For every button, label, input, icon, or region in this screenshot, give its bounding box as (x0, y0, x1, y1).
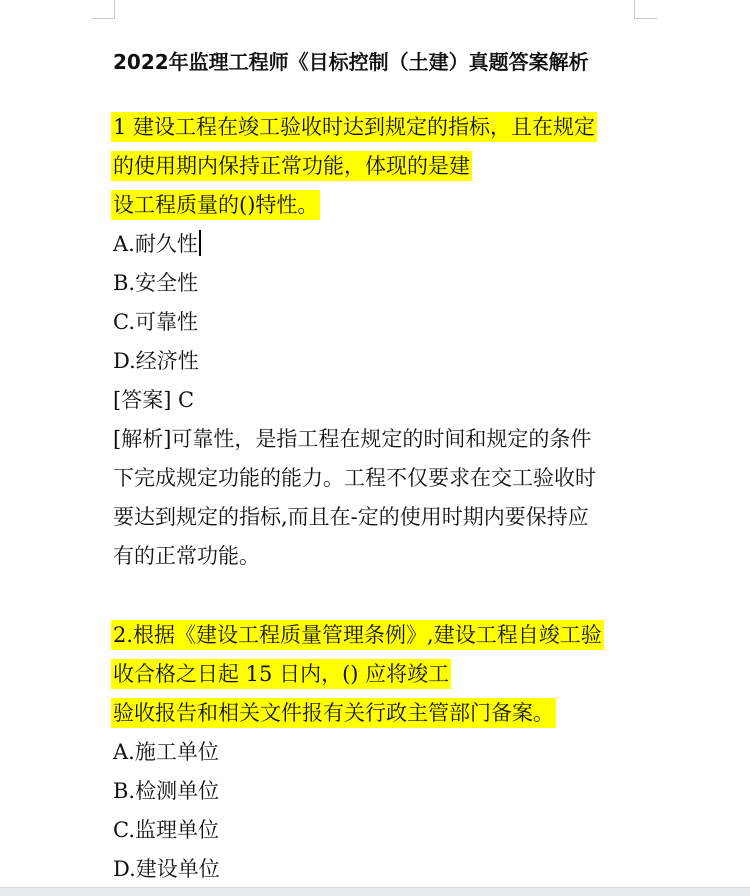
q2-stem-line-1 (113, 620, 604, 650)
q1-option-c: C.可靠性 (113, 310, 198, 334)
q1-analysis-line-4: 有的正常功能。 (113, 544, 260, 568)
q2-stem-line-2 (113, 659, 451, 689)
q2-option-a: A.施工单位 (113, 740, 219, 764)
q2-option-c: C.监理单位 (113, 818, 219, 842)
q2-stem-highlight: 收合格之日起 15 日内，() 应将竣工 (111, 659, 451, 689)
q1-option-a-text: A.耐久性 (113, 232, 198, 256)
q2-stem-highlight: 验收报告和相关文件报有关行政主管部门备案。 (111, 698, 556, 728)
q1-option-d: D.经济性 (113, 349, 199, 373)
page-margin-corner-right (634, 0, 657, 19)
q1-analysis-line-2: 下完成规定功能的能力。工程不仅要求在交工验收时 (113, 466, 596, 490)
q2-option-b: B.检测单位 (113, 779, 220, 803)
q1-stem-line-2 (113, 151, 472, 181)
q1-stem-highlight: 的使用期内保持正常功能，体现的是建 (111, 151, 472, 181)
q2-stem-line-3 (113, 698, 556, 728)
document-title: 2022年监理工程师《目标控制（土建）真题答案解析 (113, 50, 589, 74)
q1-stem-highlight: 设工程质量的()特性。 (111, 190, 320, 220)
text-cursor (199, 230, 201, 256)
q1-stem-line-3 (113, 190, 320, 220)
page-margin-corner-left (92, 0, 115, 19)
q1-analysis-line-3: 要达到规定的指标,而且在-定的使用时期内要保持应 (113, 505, 589, 529)
q1-stem-highlight: 1 建设工程在竣工验收时达到规定的指标，且在规定 (111, 112, 597, 142)
q2-option-d: D.建设单位 (113, 857, 220, 881)
q1-answer: [答案] C (113, 388, 195, 412)
q1-option-a (113, 229, 201, 259)
q2-stem-highlight: 2.根据《建设工程质量管理条例》,建设工程自竣工验 (111, 620, 604, 650)
q1-option-b: B.安全性 (113, 271, 199, 295)
q1-analysis-line-1: [解析]可靠性，是指工程在规定的时间和规定的条件 (113, 427, 592, 451)
q1-stem-line-1 (113, 112, 597, 142)
